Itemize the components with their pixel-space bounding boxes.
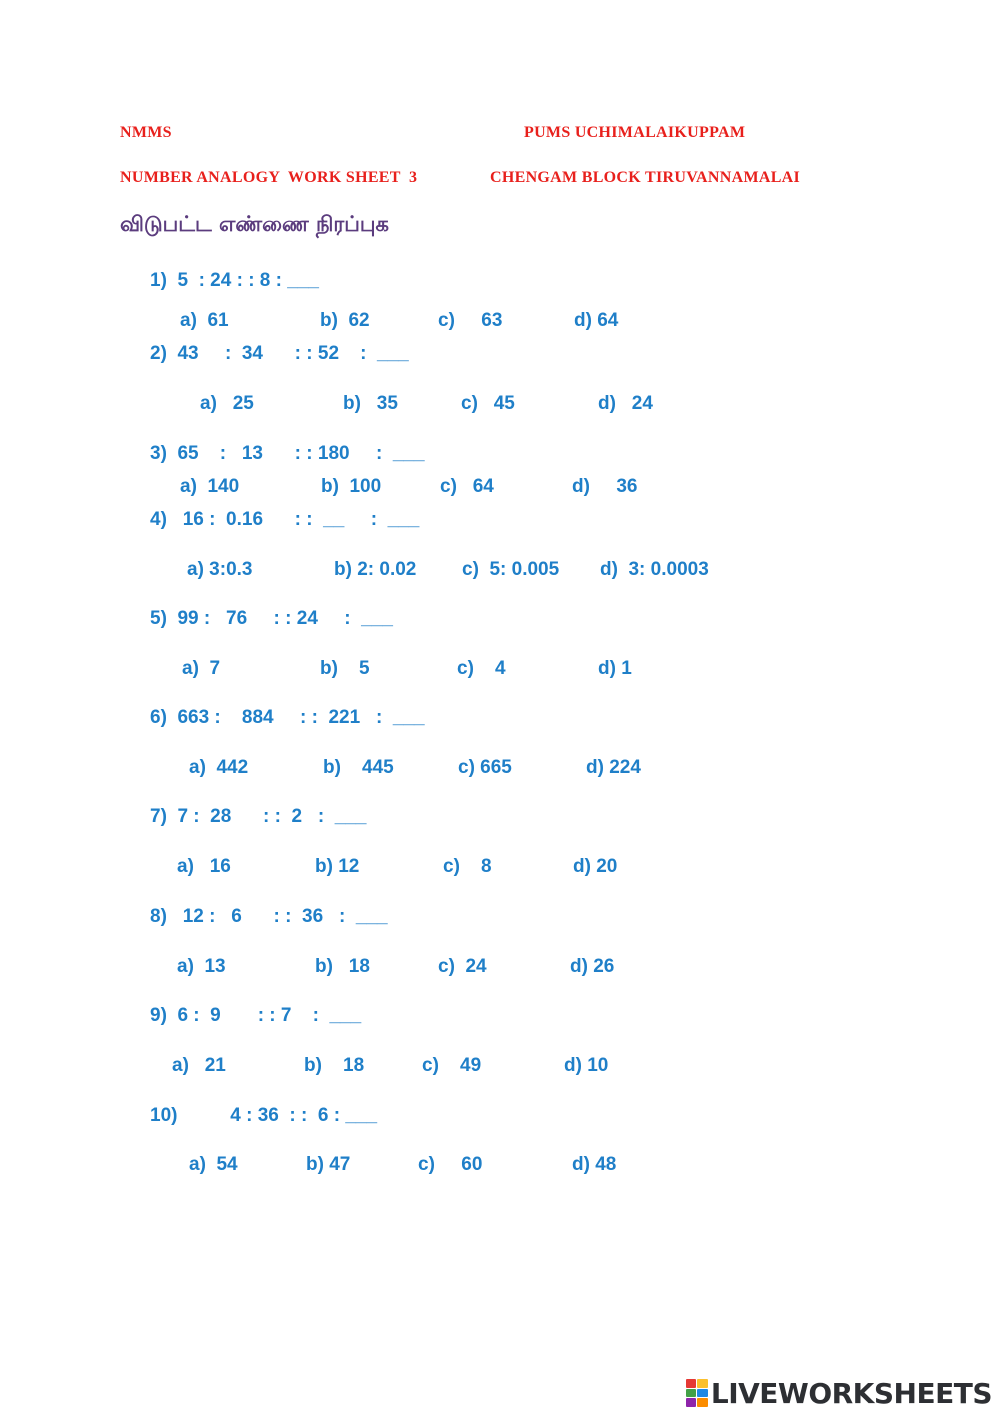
logo-square [686, 1398, 697, 1407]
question-6-option-a[interactable]: a) 442 [189, 757, 249, 778]
question-5-option-d[interactable]: d) 1 [598, 658, 632, 679]
question-5-option-b[interactable]: b) 5 [320, 658, 370, 679]
liveworksheets-logo [686, 1375, 992, 1411]
logo-square [686, 1389, 697, 1398]
logo-square [697, 1389, 708, 1398]
question-10-option-b[interactable]: b) 47 [306, 1154, 351, 1175]
question-8-option-d[interactable]: d) 26 [570, 956, 615, 977]
question-3-option-a[interactable]: a) 140 [180, 476, 240, 497]
question-2-option-d[interactable]: d) 24 [598, 393, 653, 414]
question-7: 7) 7 : 28 : : 2 : ___ [150, 806, 367, 827]
question-6-option-d[interactable]: d) 224 [586, 757, 641, 778]
question-3: 3) 65 : 13 : : 180 : ___ [150, 443, 425, 464]
instruction-text: விடுபட்ட எண்ணை நிரப்புக [120, 212, 389, 236]
question-9-option-d[interactable]: d) 10 [564, 1055, 609, 1076]
worksheet-title: NUMBER ANALOGY WORK SHEET 3 [120, 169, 418, 186]
question-8-option-c[interactable]: c) 24 [438, 956, 487, 977]
logo-square [697, 1379, 708, 1388]
question-8: 8) 12 : 6 : : 36 : ___ [150, 906, 388, 927]
question-7-option-c[interactable]: c) 8 [443, 856, 492, 877]
question-1-option-d[interactable]: d) 64 [574, 310, 619, 331]
question-6: 6) 663 : 884 : : 221 : ___ [150, 707, 425, 728]
question-9-option-a[interactable]: a) 21 [172, 1055, 226, 1076]
question-1-option-c[interactable]: c) 63 [438, 310, 503, 331]
question-10-option-c[interactable]: c) 60 [418, 1154, 483, 1175]
school-location: CHENGAM BLOCK TIRUVANNAMALAI [490, 169, 801, 186]
logo-square [686, 1379, 697, 1388]
question-6-option-b[interactable]: b) 445 [323, 757, 394, 778]
question-1: 1) 5 : 24 : : 8 : ___ [150, 270, 319, 291]
question-5: 5) 99 : 76 : : 24 : ___ [150, 608, 393, 629]
question-10: 10) 4 : 36 : : 6 : ___ [150, 1105, 378, 1126]
question-3-option-c[interactable]: c) 64 [440, 476, 494, 497]
question-1-option-a[interactable]: a) 61 [180, 310, 229, 331]
question-4-option-a[interactable]: a) 3:0.3 [187, 559, 253, 580]
question-5-option-a[interactable]: a) 7 [182, 658, 221, 679]
question-2-option-b[interactable]: b) 35 [343, 393, 398, 414]
question-10-option-a[interactable]: a) 54 [189, 1154, 238, 1175]
question-8-option-b[interactable]: b) 18 [315, 956, 370, 977]
question-8-option-a[interactable]: a) 13 [177, 956, 226, 977]
question-5-option-c[interactable]: c) 4 [457, 658, 506, 679]
logo-text: LIVEWORKSHEETS [710, 1376, 992, 1410]
question-2: 2) 43 : 34 : : 52 : ___ [150, 343, 409, 364]
question-3-option-b[interactable]: b) 100 [321, 476, 382, 497]
program-name: NMMS [120, 124, 172, 141]
question-9: 9) 6 : 9 : : 7 : ___ [150, 1005, 362, 1026]
question-10-option-d[interactable]: d) 48 [572, 1154, 617, 1175]
question-9-option-b[interactable]: b) 18 [304, 1055, 365, 1076]
question-3-option-d[interactable]: d) 36 [572, 476, 638, 497]
question-4: 4) 16 : 0.16 : : __ : ___ [150, 509, 420, 530]
question-7-option-b[interactable]: b) 12 [315, 856, 360, 877]
question-2-option-c[interactable]: c) 45 [461, 393, 515, 414]
question-7-option-d[interactable]: d) 20 [573, 856, 618, 877]
question-7-option-a[interactable]: a) 16 [177, 856, 231, 877]
question-4-option-b[interactable]: b) 2: 0.02 [334, 559, 417, 580]
question-4-option-c[interactable]: c) 5: 0.005 [462, 559, 560, 580]
question-1-option-b[interactable]: b) 62 [320, 310, 370, 331]
question-4-option-d[interactable]: d) 3: 0.0003 [600, 559, 709, 580]
question-6-option-c[interactable]: c) 665 [458, 757, 512, 778]
logo-mark-icon [686, 1379, 708, 1407]
question-9-option-c[interactable]: c) 49 [422, 1055, 482, 1076]
question-2-option-a[interactable]: a) 25 [200, 393, 254, 414]
logo-square [697, 1398, 708, 1407]
school-name: PUMS UCHIMALAIKUPPAM [524, 124, 746, 141]
